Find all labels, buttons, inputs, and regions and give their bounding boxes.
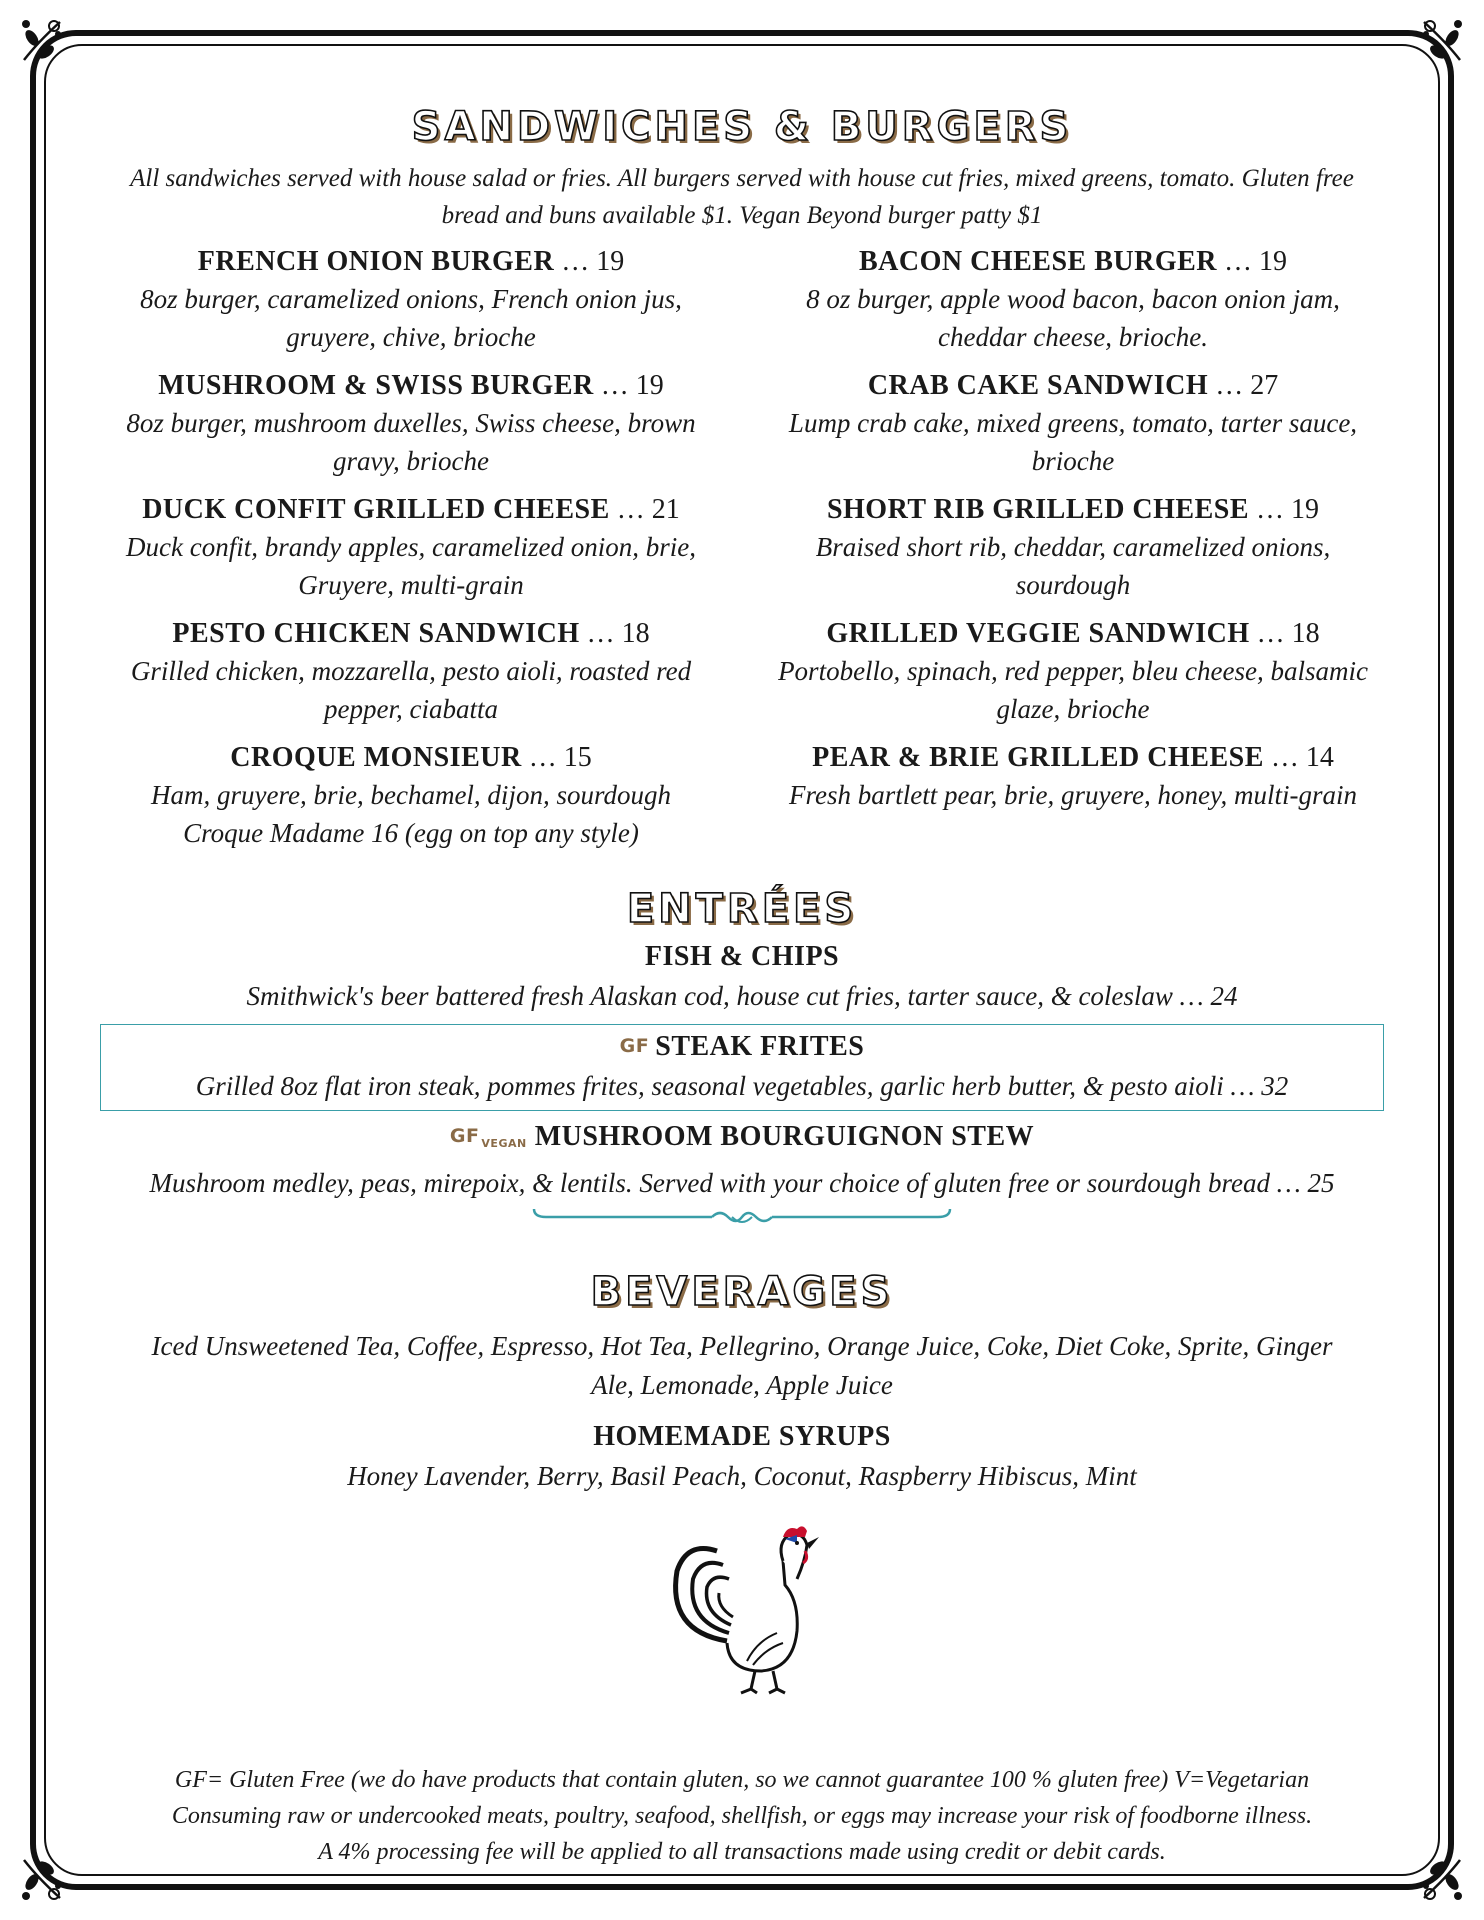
- syrups-heading: HOMEMADE SYRUPS: [593, 1421, 891, 1452]
- syrup-list: Honey Lavender, Berry, Basil Peach, Coconut, Raspberry Hibiscus, Mint: [347, 1461, 1137, 1491]
- item-description: Duck confit, brandy apples, caramelized onion, brie, Gruyere, multi-grain: [126, 532, 696, 600]
- item-description: Lump crab cake, mixed greens, tomato, tarter sauce, brioche: [788, 408, 1358, 476]
- item-price: … 19: [1256, 494, 1320, 525]
- entree-name: FISH & CHIPS: [644, 941, 840, 972]
- rooster-icon: [657, 1521, 827, 1697]
- item-price: … 19: [1224, 246, 1287, 277]
- menu-content: [100, 96, 1384, 1697]
- item-description: Fresh bartlett pear, brie, gruyere, honey, multi-grain: [789, 780, 1357, 810]
- entree-name: STEAK FRITES: [655, 1031, 865, 1062]
- item-name: CROQUE MONSIEUR: [230, 742, 522, 773]
- gluten-free-badge: GF: [619, 1035, 650, 1057]
- item-name: PESTO CHICKEN SANDWICH: [172, 618, 580, 649]
- menu-item: [762, 740, 1384, 814]
- item-variant-note: Croque Madame 16 (egg on top any style): [183, 818, 639, 848]
- item-description: 8oz burger, caramelized onions, French onion jus, gruyere, chive, brioche: [140, 284, 682, 352]
- item-name: GRILLED VEGGIE SANDWICH: [826, 618, 1250, 649]
- menu-item: [762, 616, 1384, 728]
- sandwich-column-right: [762, 244, 1384, 864]
- item-name: PEAR & BRIE GRILLED CHEESE: [812, 742, 1264, 773]
- item-description: Grilled chicken, mozzarella, pesto aioli, roasted red pepper, ciabatta: [130, 656, 692, 724]
- entree-item: [100, 1117, 1384, 1203]
- sandwich-grid: [100, 244, 1384, 864]
- section-title-entrees: ENTRÉES: [626, 886, 858, 932]
- item-description: 8oz burger, mushroom duxelles, Swiss cheese, brown gravy, brioche: [126, 408, 696, 476]
- section-title-sandwiches: SANDWICHES & BURGERS: [411, 104, 1073, 150]
- footer-fee-note: A 4% processing fee will be applied to all transactions made using credit or debit cards.: [318, 1839, 1166, 1865]
- entree-description: Mushroom medley, peas, mirepoix, & lentils. Served with your choice of gluten free or sourdough bread … 25: [149, 1168, 1335, 1198]
- menu-item: [100, 244, 722, 356]
- footer-gf-note: GF= Gluten Free (we do have products that contain gluten, so we cannot guarantee 100 % gluten free) V=Vegetarian: [174, 1767, 1310, 1793]
- item-price: … 19: [561, 246, 625, 277]
- item-price: … 18: [586, 618, 650, 649]
- menu-item: [100, 368, 722, 480]
- menu-item: [100, 616, 722, 728]
- item-name: CRAB CAKE SANDWICH: [867, 370, 1209, 401]
- item-price: … 21: [616, 494, 680, 525]
- item-price: … 27: [1215, 370, 1279, 401]
- item-name: BACON CHEESE BURGER: [858, 246, 1217, 277]
- item-name: DUCK CONFIT GRILLED CHEESE: [142, 494, 610, 525]
- sandwiches-intro: All sandwiches served with house salad or fries. All burgers served with house cut fries, mixed greens, tomato. Gluten free bread and buns available $1. Vegan Beyond burger patty $1: [130, 165, 1354, 229]
- section-title-beverages: BEVERAGES: [590, 1269, 894, 1315]
- floral-corner-icon: [14, 1850, 72, 1908]
- menu-item: [100, 492, 722, 604]
- item-description: Braised short rib, cheddar, caramelized onions, sourdough: [815, 532, 1331, 600]
- item-price: … 14: [1270, 742, 1334, 773]
- item-price: … 19: [600, 370, 664, 401]
- beverage-list: Iced Unsweetened Tea, Coffee, Espresso, Hot Tea, Pellegrino, Orange Juice, Coke, Diet Coke, Sprite, Ginger Ale, Lemonade, Apple Juice: [151, 1331, 1333, 1400]
- item-price: … 18: [1256, 618, 1320, 649]
- entree-item-featured: [100, 1024, 1384, 1111]
- floral-corner-icon: [1412, 12, 1470, 70]
- item-description: Ham, gruyere, brie, bechamel, dijon, sourdough: [151, 780, 671, 810]
- item-name: MUSHROOM & SWISS BURGER: [158, 370, 594, 401]
- entree-name: MUSHROOM BOURGUIGNON STEW: [534, 1121, 1035, 1152]
- floral-corner-icon: [14, 12, 72, 70]
- entree-item: [100, 938, 1384, 1016]
- menu-item: [762, 368, 1384, 480]
- footer-health-warning: Consuming raw or undercooked meats, poultry, seafood, shellfish, or eggs may increase your risk of foodborne illness.: [171, 1803, 1313, 1829]
- item-name: FRENCH ONION BURGER: [197, 246, 555, 277]
- sandwich-column-left: [100, 244, 722, 864]
- item-name: SHORT RIB GRILLED CHEESE: [826, 494, 1250, 525]
- menu-item: [762, 492, 1384, 604]
- menu-item: [762, 244, 1384, 356]
- item-description: Portobello, spinach, red pepper, bleu cheese, balsamic glaze, brioche: [778, 656, 1368, 724]
- item-price: … 15: [528, 742, 592, 773]
- entree-description: Smithwick's beer battered fresh Alaskan cod, house cut fries, tarter sauce, & coleslaw … 24: [246, 981, 1238, 1011]
- item-description: 8 oz burger, apple wood bacon, bacon onion jam, cheddar cheese, brioche.: [806, 284, 1340, 352]
- menu-item: [100, 740, 722, 852]
- entree-description: Grilled 8oz flat iron steak, pommes frites, seasonal vegetables, garlic herb butter, & pesto aioli … 32: [195, 1071, 1289, 1101]
- floral-corner-icon: [1412, 1850, 1470, 1908]
- gluten-free-badge: GF: [449, 1125, 480, 1147]
- vegan-badge: VEGAN: [481, 1137, 527, 1150]
- menu-footer: [100, 1762, 1384, 1870]
- divider-ornament-icon: [532, 1205, 952, 1229]
